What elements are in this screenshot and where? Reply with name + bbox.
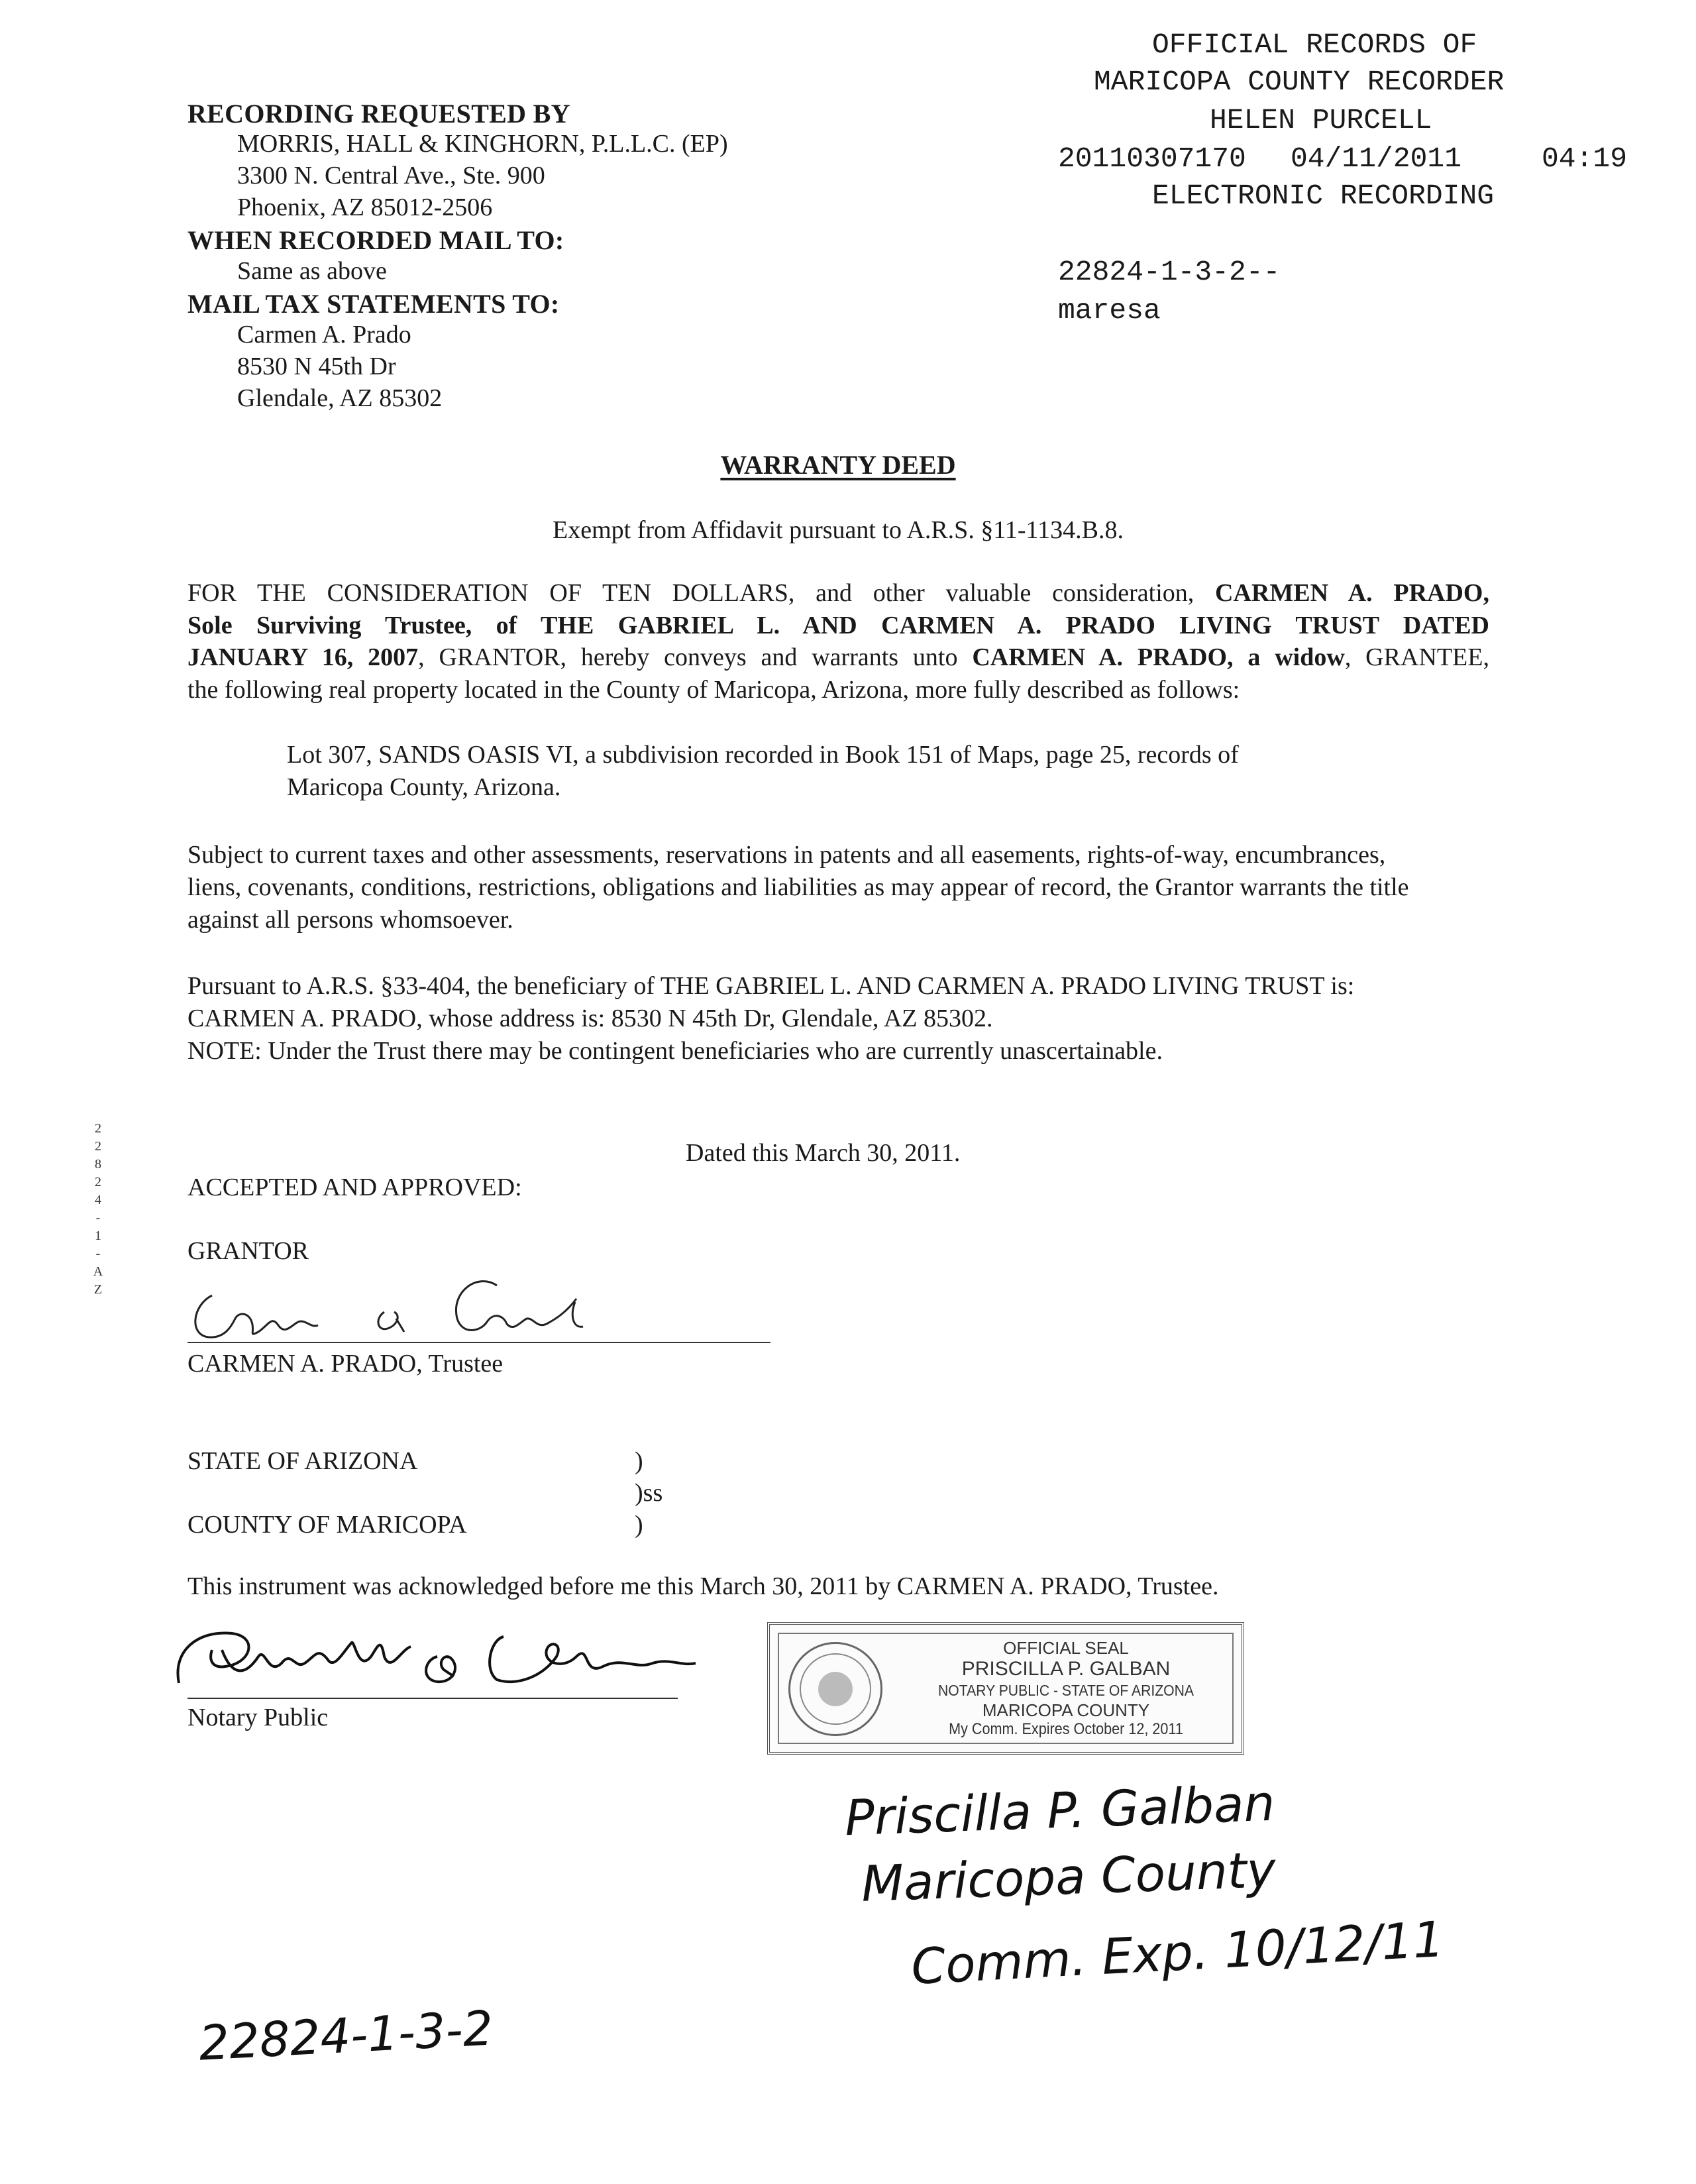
- mail-to-line: Same as above: [237, 257, 387, 285]
- handwritten-notary-name: Priscilla P. Galban: [843, 1774, 1276, 1847]
- beneficiary-line-1: Pursuant to A.R.S. §33-404, the beneficiary of THE GABRIEL L. AND CARMEN A. PRADO LIVING TRUST is:: [187, 972, 1355, 1000]
- recorder-time: 04:19: [1542, 142, 1628, 175]
- requested-by-line-1: MORRIS, HALL & KINGHORN, P.L.L.C. (EP): [237, 130, 728, 158]
- tax-statements-label: MAIL TAX STATEMENTS TO:: [187, 289, 560, 319]
- venue-ss: )ss: [635, 1479, 663, 1507]
- arizona-seal-icon: [788, 1642, 882, 1736]
- beneficiary-paragraph: [187, 970, 1489, 1067]
- accepted-approved: ACCEPTED AND APPROVED:: [187, 1174, 522, 1201]
- handwritten-commission-expiry: Comm. Exp. 10/12/11: [910, 1910, 1446, 1996]
- exempt-statement: Exempt from Affidavit pursuant to A.R.S. §11-1134.B.8.: [553, 516, 1124, 544]
- grantor-name: CARMEN A. PRADO, Trustee: [187, 1350, 504, 1378]
- subject-to-paragraph: [187, 839, 1489, 936]
- consideration-line-2: Sole Surviving Trustee, of THE GABRIEL L. AND CARMEN A. PRADO LIVING TRUST DATED: [187, 611, 1489, 639]
- seal-line-4: MARICOPA COUNTY: [982, 1700, 1150, 1720]
- consideration-line-3: JANUARY 16, 2007, GRANTOR, hereby conveys and warrants unto CARMEN A. PRADO, a widow, GRANTEE,: [187, 643, 1489, 671]
- consideration-paragraph: [187, 577, 1489, 706]
- recorder-line-5: ELECTRONIC RECORDING: [1152, 180, 1495, 212]
- document-title: WARRANTY DEED: [720, 450, 956, 480]
- consideration-line-1: FOR THE CONSIDERATION OF TEN DOLLARS, and other valuable consideration, CARMEN A. PRADO,: [187, 579, 1489, 607]
- legal-line-2: Maricopa County, Arizona.: [287, 773, 561, 801]
- recorder-doc-number: 20110307170: [1058, 142, 1246, 175]
- recorder-code: 22824-1-3-2--: [1058, 256, 1281, 288]
- tax-line-3: Glendale, AZ 85302: [237, 384, 443, 412]
- subject-line-3: against all persons whomsoever.: [187, 906, 513, 934]
- notary-signature-line: [187, 1698, 678, 1699]
- seal-line-2: PRISCILLA P. GALBAN: [961, 1658, 1171, 1680]
- beneficiary-line-3: NOTE: Under the Trust there may be contingent beneficiaries who are currently unascertainable.: [187, 1037, 1163, 1065]
- seal-line-1: OFFICIAL SEAL: [1003, 1638, 1129, 1658]
- notary-signature-strokes: [159, 1610, 729, 1710]
- consideration-line-4: the following real property located in the County of Maricopa, Arizona, more fully described as follows:: [187, 675, 1240, 704]
- venue-state: STATE OF ARIZONA: [187, 1447, 418, 1475]
- notary-seal: [767, 1622, 1244, 1755]
- recorder-line-2: MARICOPA COUNTY RECORDER: [1094, 66, 1505, 98]
- notary-public-label: Notary Public: [187, 1704, 329, 1731]
- legal-description: [287, 739, 1479, 803]
- recorder-clerk: maresa: [1058, 294, 1161, 327]
- venue-paren-2: ): [635, 1511, 643, 1539]
- acknowledgment: This instrument was acknowledged before me this March 30, 2011 by CARMEN A. PRADO, Trustee.: [187, 1572, 1219, 1600]
- requested-by-line-2: 3300 N. Central Ave., Ste. 900: [237, 162, 545, 190]
- tax-line-1: Carmen A. Prado: [237, 321, 411, 349]
- tax-line-2: 8530 N 45th Dr: [237, 353, 396, 380]
- beneficiary-line-2: CARMEN A. PRADO, whose address is: 8530 N 45th Dr, Glendale, AZ 85302.: [187, 1005, 993, 1032]
- seal-line-3: NOTARY PUBLIC - STATE OF ARIZONA: [937, 1682, 1194, 1699]
- margin-code: 2 2 8 2 4 - 1 - A Z: [93, 1121, 103, 1297]
- venue-county: COUNTY OF MARICOPA: [187, 1511, 467, 1539]
- legal-line-1: Lot 307, SANDS OASIS VI, a subdivision recorded in Book 151 of Maps, page 25, records of: [287, 741, 1239, 769]
- handwritten-notary-county: Maricopa County: [860, 1841, 1277, 1913]
- recorder-line-3: HELEN PURCELL: [1210, 104, 1432, 136]
- grantor-label: GRANTOR: [187, 1237, 309, 1265]
- handwritten-code: 22824-1-3-2: [197, 2000, 495, 2071]
- recording-requested-label: RECORDING REQUESTED BY: [187, 99, 570, 129]
- venue-paren-1: ): [635, 1447, 643, 1475]
- grantor-signature-line: [187, 1342, 770, 1343]
- recorder-line-1: OFFICIAL RECORDS OF: [1152, 28, 1477, 61]
- subject-line-2: liens, covenants, conditions, restrictions, obligations and liabilities as may appear of record, the Grantor warrants the title: [187, 873, 1409, 901]
- subject-line-1: Subject to current taxes and other assessments, reservations in patents and all easements, rights-of-way, encumbrances,: [187, 841, 1386, 869]
- dated-line: Dated this March 30, 2011.: [686, 1139, 961, 1167]
- seal-line-5: My Comm. Expires October 12, 2011: [949, 1720, 1183, 1738]
- requested-by-line-3: Phoenix, AZ 85012-2506: [237, 193, 493, 221]
- grantor-signature-strokes: [186, 1266, 649, 1345]
- recorder-date: 04/11/2011: [1291, 142, 1462, 175]
- mail-to-label: WHEN RECORDED MAIL TO:: [187, 225, 564, 255]
